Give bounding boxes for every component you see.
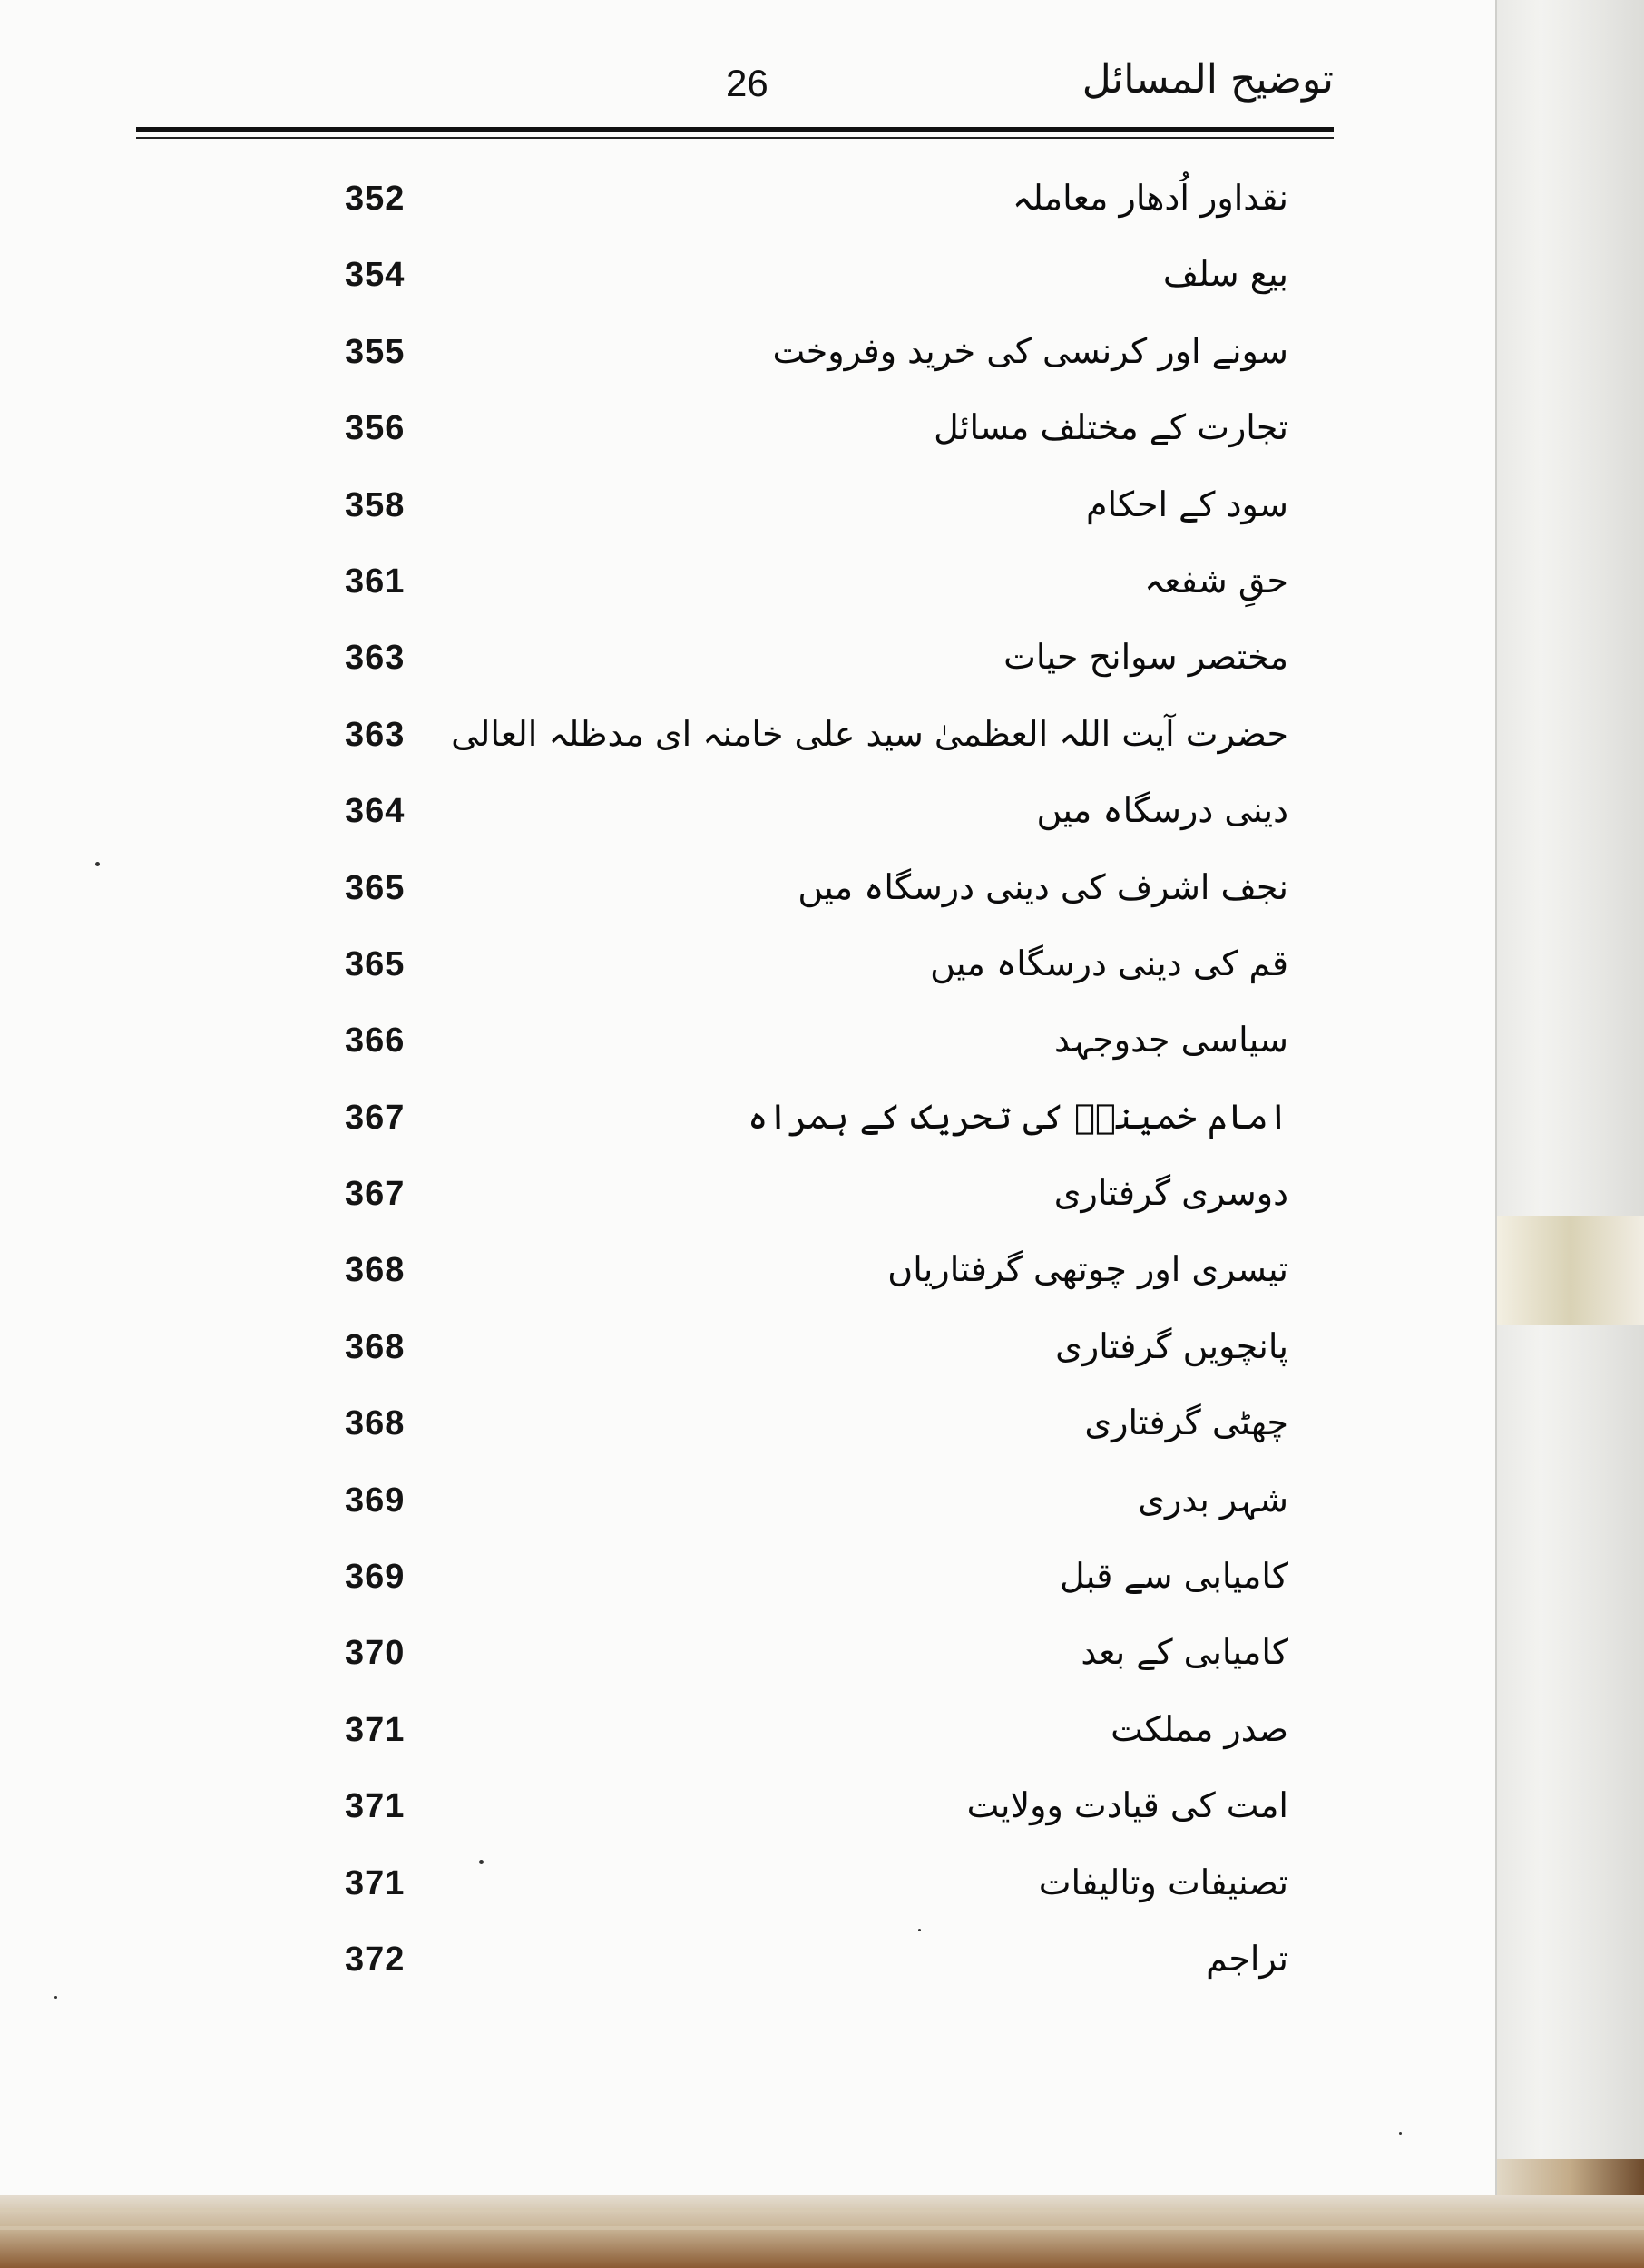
toc-entry-page: 363 [345,715,406,754]
toc-entry-title: پانچویں گرفتاری [1055,1325,1288,1366]
toc-entry-page: 367 [345,1175,406,1214]
toc-entry [336,475,1288,552]
toc-entry [336,1930,1288,2006]
toc-entry-page: 355 [345,332,406,371]
toc-entry-title: مختصر سوانح حیات [1003,637,1288,678]
toc-entry-title: امام خمینیؒ کی تحریک کے ہمراہ [748,1096,1288,1137]
scan-bottom-edge [0,2195,1644,2268]
toc-entry-page: 372 [345,1940,406,1979]
toc-entry [336,1164,1288,1240]
toc-entry [336,1317,1288,1393]
toc-entry [336,934,1288,1011]
toc-entry-title: سیاسی جدوجہد [1054,1020,1288,1061]
toc-entry-page: 368 [345,1327,406,1366]
toc-entry [336,322,1288,398]
toc-entry-title: تصنیفات وتالیفات [1038,1862,1288,1902]
toc-entry-title: نقداور اُدھار معاملہ [1012,178,1288,218]
toc-entry-page: 365 [345,944,406,983]
toc-entry [336,1471,1288,1547]
toc-entry-page: 356 [345,409,406,448]
toc-entry-title: کامیابی کے بعد [1081,1632,1288,1673]
toc-entry [336,705,1288,781]
toc-entry-title: کامیابی سے قبل [1060,1556,1288,1597]
toc-entry-page: 370 [345,1634,406,1673]
toc-entry [336,781,1288,857]
toc-entry-page: 361 [345,562,406,601]
toc-entry-title: نجف اشرف کی دینی درسگاہ میں [798,866,1288,907]
toc-entry-title: دینی درسگاہ میں [1036,790,1288,831]
header-rule-thick [136,127,1334,132]
toc-entry-page: 363 [345,639,406,678]
toc-entry-title: تیسری اور چوتھی گرفتاریاں [887,1249,1288,1290]
scan-speck [54,1996,57,1999]
toc-entry-title: حضرت آیت اللہ العظمیٰ سید علی خامنہ ای مدظلہ العالی [451,713,1288,754]
toc-entry [336,628,1288,704]
page-header [136,45,1334,127]
toc-entry-title: صدر مملکت [1111,1708,1288,1749]
toc-entry-page: 369 [345,1481,406,1520]
toc-entry [336,1700,1288,1776]
toc-entry [336,1088,1288,1164]
toc-entry-page: 366 [345,1022,406,1061]
scan-right-margin [1497,0,1644,2268]
toc-entry-title: چھٹی گرفتاری [1084,1403,1288,1443]
toc-entry [336,245,1288,321]
scan-speck [479,1860,484,1864]
toc-entry [336,169,1288,245]
toc-entry-title: حقِ شفعہ [1144,560,1288,601]
toc-entry-page: 368 [345,1251,406,1290]
table-of-contents [336,169,1288,2006]
scan-speck [95,862,100,866]
toc-entry-page: 354 [345,256,406,295]
page-number: 26 [726,62,768,104]
toc-entry-page: 371 [345,1863,406,1902]
toc-entry-page: 367 [345,1098,406,1137]
toc-entry [336,1393,1288,1470]
toc-entry-page: 369 [345,1558,406,1597]
toc-entry [336,1011,1288,1087]
toc-entry [336,1853,1288,1930]
toc-entry [336,398,1288,474]
toc-entry-page: 364 [345,792,406,831]
scan-speck [1399,2132,1402,2135]
toc-entry-page: 365 [345,868,406,907]
toc-entry-page: 352 [345,180,406,218]
toc-entry [336,858,1288,934]
toc-entry [336,1240,1288,1316]
toc-entry-page: 358 [345,485,406,524]
toc-entry-title: تراجم [1206,1938,1288,1979]
toc-entry-title: بیع سلف [1162,254,1288,295]
toc-entry-title: قم کی دینی درسگاہ میں [930,943,1288,983]
scan-speck [918,1929,921,1931]
header-rule-thin [136,137,1334,139]
book-title: توضیح المسائل [1081,56,1334,103]
toc-entry [336,1623,1288,1699]
toc-entry-title: تجارت کے مختلف مسائل [934,407,1288,448]
toc-entry-page: 371 [345,1787,406,1826]
toc-entry [336,552,1288,628]
toc-entry [336,1547,1288,1623]
toc-entry-title: دوسری گرفتاری [1053,1173,1288,1214]
toc-entry-page: 368 [345,1404,406,1443]
toc-entry-page: 371 [345,1710,406,1749]
toc-entry-title: سونے اور کرنسی کی خرید وفروخت [772,330,1288,371]
toc-entry-title: سود کے احکام [1085,484,1288,524]
toc-entry-title: امت کی قیادت وولایت [966,1785,1288,1826]
toc-entry [336,1776,1288,1853]
toc-entry-title: شہر بدری [1138,1479,1288,1520]
